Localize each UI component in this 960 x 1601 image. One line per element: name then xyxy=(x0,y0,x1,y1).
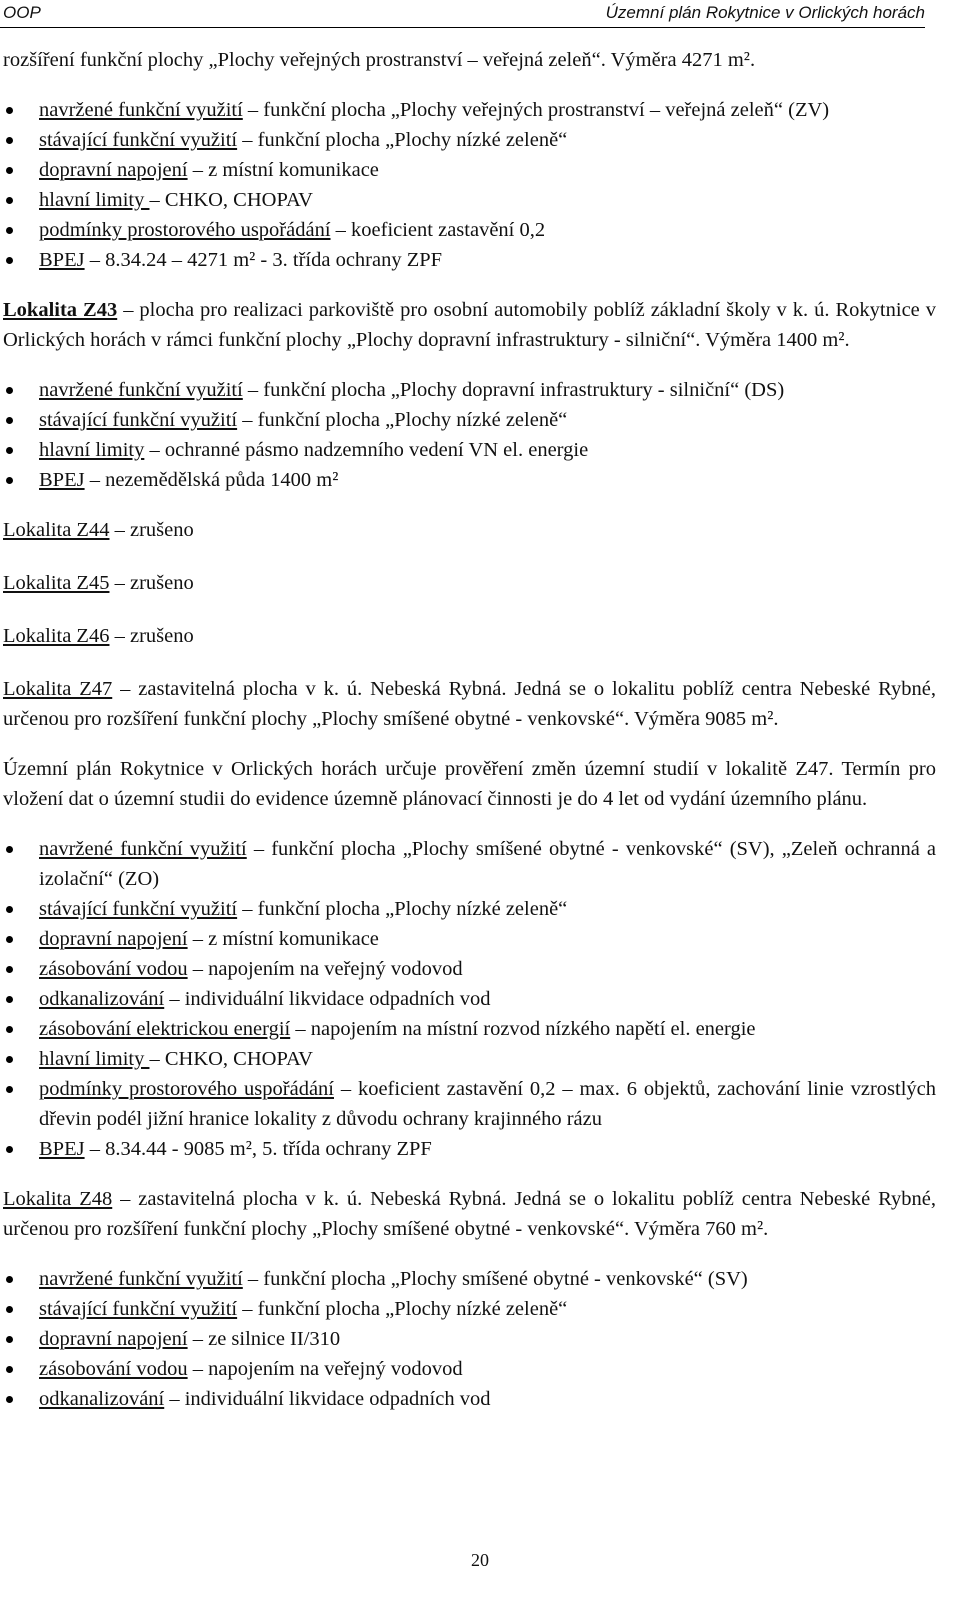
item-text: – koeficient zastavění 0,2 xyxy=(330,219,546,241)
item-text: – individuální likvidace odpadních vod xyxy=(164,988,491,1010)
item-label: dopravní napojení xyxy=(39,1328,188,1350)
item-text: – 8.34.44 - 9085 m², 5. třída ochrany ZPF xyxy=(84,1138,432,1160)
item-text: – napojením na veřejný vodovod xyxy=(187,958,463,980)
page-number: 20 xyxy=(471,1550,489,1570)
document-body xyxy=(3,45,936,1434)
list-item xyxy=(3,1044,936,1074)
list-item xyxy=(3,435,936,465)
list-item xyxy=(3,984,936,1014)
list-item xyxy=(3,1384,936,1414)
list-item xyxy=(3,245,936,275)
item-label: BPEJ xyxy=(39,249,85,271)
locality-paragraph-z43 xyxy=(3,295,936,355)
list-item xyxy=(3,924,936,954)
list-item xyxy=(3,894,936,924)
item-label: navržené funkční využití xyxy=(39,99,243,121)
item-label: navržené funkční využití xyxy=(39,838,247,860)
locality-label: Lokalita Z43 xyxy=(3,299,118,321)
list-item xyxy=(3,465,936,495)
item-label: stávající funkční využití xyxy=(39,129,238,151)
item-label: podmínky prostorového uspořádání xyxy=(39,219,331,241)
list-item xyxy=(3,1074,936,1134)
list-item xyxy=(3,215,936,245)
item-label: stávající funkční využití xyxy=(39,898,238,920)
list-item xyxy=(3,125,936,155)
item-text: – individuální likvidace odpadních vod xyxy=(164,1388,491,1410)
list-item xyxy=(3,95,936,125)
item-label: stávající funkční využití xyxy=(39,1298,238,1320)
item-label: dopravní napojení xyxy=(39,159,188,181)
item-text: – napojením na veřejný vodovod xyxy=(187,1358,463,1380)
locality-paragraph-z44 xyxy=(3,515,936,545)
item-label: hlavní limity xyxy=(39,189,150,211)
item-label: hlavní limity xyxy=(39,1048,150,1070)
item-label: hlavní limity xyxy=(39,439,145,461)
header-title: Územní plán Rokytnice v Orlických horách xyxy=(605,3,925,22)
item-text: – funkční plocha „Plochy smíšené obytné - venkovské“ (SV) xyxy=(242,1268,748,1290)
locality-label: Lokalita Z47 xyxy=(3,678,113,700)
item-text: – funkční plocha „Plochy nízké zeleně“ xyxy=(237,129,568,151)
list-item xyxy=(3,1324,936,1354)
item-text: – funkční plocha „Plochy smíšené obytné - venkovské“ (SV), „Zeleň ochranná a izolační“ (ZO) xyxy=(39,838,936,890)
locality-paragraph-z46 xyxy=(3,621,936,651)
item-label: zásobování vodou xyxy=(39,958,188,980)
locality-text: – plocha pro realizaci parkoviště pro osobní automobily poblíž základní školy v k. ú. Rokytnice v Orlických horách v rámci funkční plochy „Plochy dopravní infrastruktury - silniční“. Výměra 1400 m². xyxy=(3,299,936,351)
list-item xyxy=(3,405,936,435)
locality-text: – zrušeno xyxy=(109,519,194,541)
list-item xyxy=(3,185,936,215)
item-text: – funkční plocha „Plochy nízké zeleně“ xyxy=(237,898,568,920)
header-left: OOP xyxy=(3,3,41,22)
item-text: – z místní komunikace xyxy=(187,159,379,181)
page-header xyxy=(0,0,925,28)
locality-label: Lokalita Z44 xyxy=(3,519,110,541)
locality-text: – zastavitelná plocha v k. ú. Nebeská Rybná. Jedná se o lokalitu poblíž centra Nebeské Rybné, určenou pro rozšíření funkční plochy „Plochy smíšené obytné - venkovské“. Výměra 760 m². xyxy=(3,1188,936,1240)
list-item xyxy=(3,375,936,405)
item-label: zásobování elektrickou energií xyxy=(39,1018,291,1040)
item-text: – CHKO, CHOPAV xyxy=(149,1048,313,1070)
item-text: – nezemědělská půda 1400 m² xyxy=(84,469,339,491)
item-text: – CHKO, CHOPAV xyxy=(149,189,313,211)
item-text: – napojením na místní rozvod nízkého napětí el. energie xyxy=(290,1018,756,1040)
list-item xyxy=(3,954,936,984)
list-item xyxy=(3,1294,936,1324)
item-text: – 8.34.24 – 4271 m² - 3. třída ochrany ZPF xyxy=(84,249,443,271)
item-label: podmínky prostorového uspořádání xyxy=(39,1078,334,1100)
item-label: navržené funkční využití xyxy=(39,379,243,401)
item-label: BPEJ xyxy=(39,469,85,491)
list-item xyxy=(3,1134,936,1164)
item-text: – ochranné pásmo nadzemního vedení VN el. energie xyxy=(144,439,589,461)
list-item xyxy=(3,1264,936,1294)
item-text: – z místní komunikace xyxy=(187,928,379,950)
bullet-list xyxy=(3,375,936,495)
intro-paragraph: rozšíření funkční plochy „Plochy veřejných prostranství – veřejná zeleň“. Výměra 4271 m². xyxy=(3,49,756,71)
locality-label: Lokalita Z48 xyxy=(3,1188,113,1210)
item-label: odkanalizování xyxy=(39,988,165,1010)
locality-label: Lokalita Z46 xyxy=(3,625,110,647)
list-item xyxy=(3,1354,936,1384)
locality-text: – zastavitelná plocha v k. ú. Nebeská Rybná. Jedná se o lokalitu poblíž centra Nebeské Rybné, určenou pro rozšíření funkční plochy „Plochy smíšené obytné - venkovské“. Výměra 9085 m². xyxy=(3,678,936,730)
item-text: – funkční plocha „Plochy nízké zeleně“ xyxy=(237,1298,568,1320)
locality-label: Lokalita Z45 xyxy=(3,572,110,594)
list-item xyxy=(3,155,936,185)
bullet-list xyxy=(3,1264,936,1414)
item-text: – funkční plocha „Plochy veřejných prostranství – veřejná zeleň“ (ZV) xyxy=(242,99,830,121)
bullet-list xyxy=(3,95,936,275)
item-text: – funkční plocha „Plochy dopravní infrastruktury - silniční“ (DS) xyxy=(242,379,785,401)
study-paragraph: Územní plán Rokytnice v Orlických horách určuje prověření změn územní studií v lokalitě Z47. Termín pro vložení dat o územní studii do evidence územně plánovací činnosti je do 4 let od vydání územního plánu. xyxy=(3,758,936,810)
item-text: – ze silnice II/310 xyxy=(187,1328,341,1350)
item-label: odkanalizování xyxy=(39,1388,165,1410)
item-label: BPEJ xyxy=(39,1138,85,1160)
list-item xyxy=(3,834,936,894)
item-text: – funkční plocha „Plochy nízké zeleně“ xyxy=(237,409,568,431)
item-label: navržené funkční využití xyxy=(39,1268,243,1290)
item-label: zásobování vodou xyxy=(39,1358,188,1380)
locality-paragraph-z45 xyxy=(3,568,936,598)
locality-text: – zrušeno xyxy=(109,625,194,647)
item-label: stávající funkční využití xyxy=(39,409,238,431)
bullet-list xyxy=(3,834,936,1164)
locality-paragraph-z47 xyxy=(3,674,936,734)
locality-text: – zrušeno xyxy=(109,572,194,594)
item-text: – koeficient zastavění 0,2 – max. 6 objektů, zachování linie vzrostlých dřevin podél jižní hranice lokality z důvodu ochrany krajinného rázu xyxy=(39,1078,936,1130)
locality-paragraph-z48 xyxy=(3,1184,936,1244)
list-item xyxy=(3,1014,936,1044)
item-label: dopravní napojení xyxy=(39,928,188,950)
